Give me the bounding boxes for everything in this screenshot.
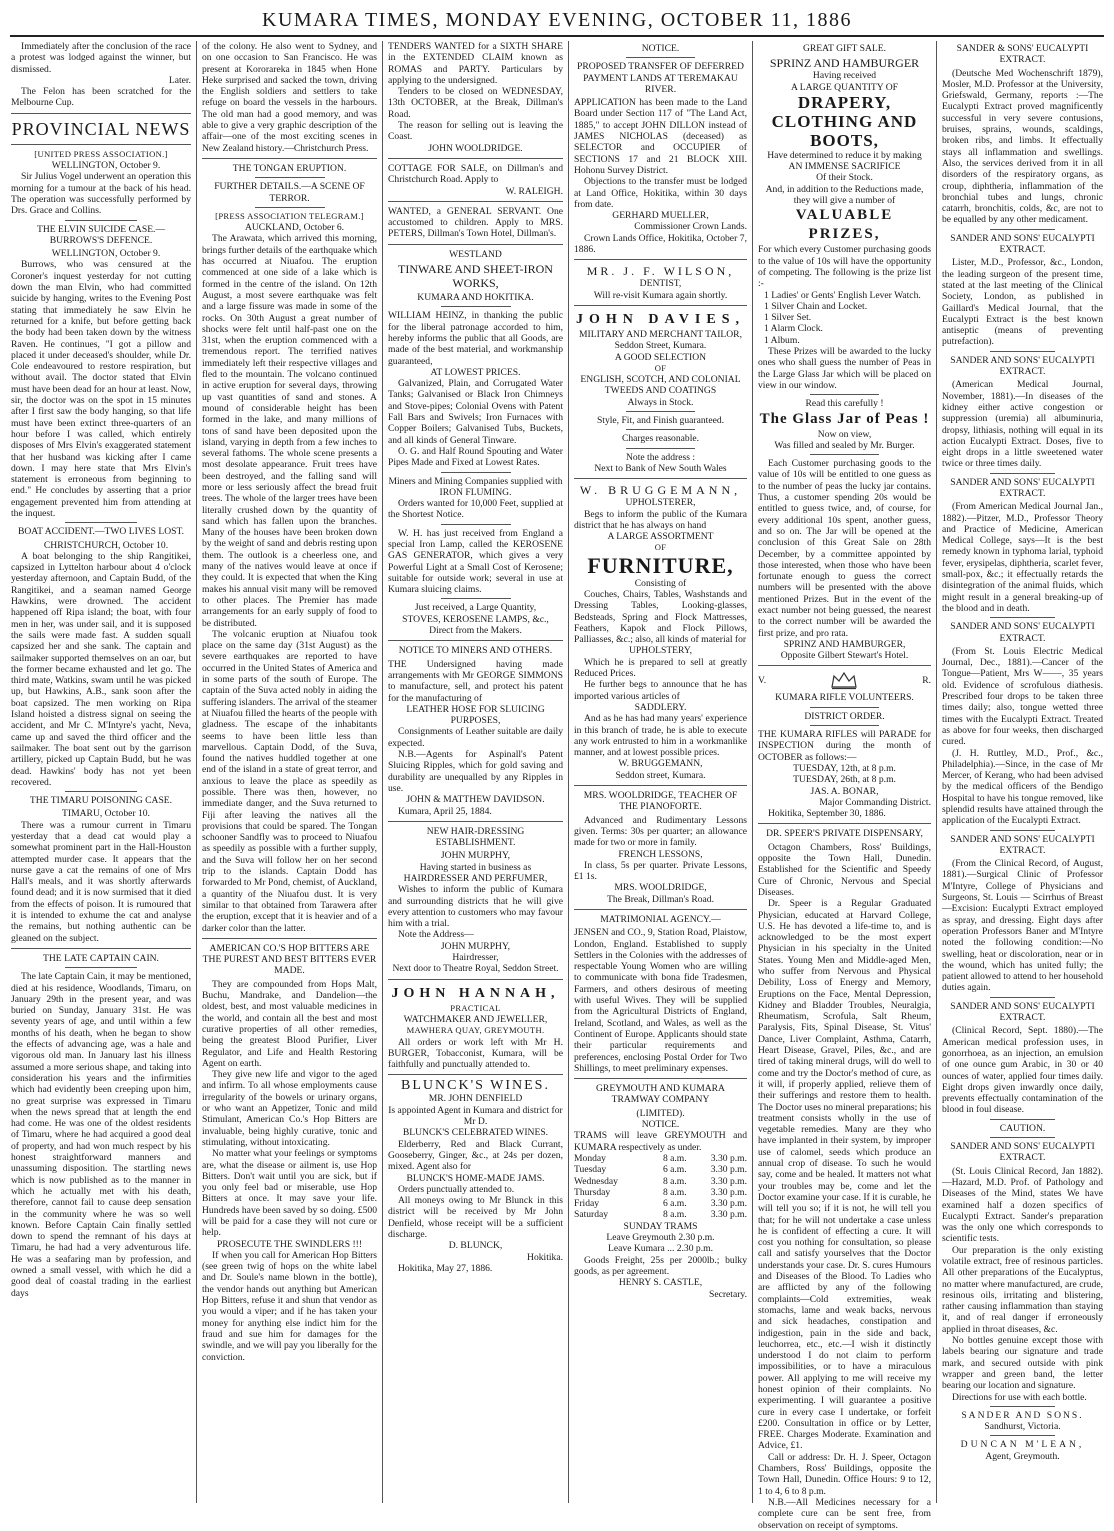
advert-text: They give new life and vigor to the aged and infirm. To all whose employments cause irregularity of the bowels or urinary organs, or who want an Appetizer, Tonic and mild Stimulant, American Co.'s Hop Bitters are invaluable, being highly curative, tonic and stimulating, without intoxicating. xyxy=(202,1069,377,1148)
advert-heading: GREAT GIFT SALE. xyxy=(802,43,887,54)
advert-heading: BLUNCK'S WINES. xyxy=(401,1078,550,1094)
advert-text: Next to Bank of New South Wales xyxy=(594,462,727,474)
royal-crest-row xyxy=(758,670,931,690)
divider xyxy=(441,306,511,307)
advert-heading: DISTRICT ORDER. xyxy=(804,710,885,722)
timetable-row xyxy=(574,1198,747,1209)
timetable-row xyxy=(574,1187,747,1198)
advert-signature: Seddon street, Kumara. xyxy=(615,769,706,781)
advert-text: Tenders to be closed on WEDNESDAY, 13th OCTOBER, at the Break, Dillman's Road. xyxy=(388,86,563,120)
testimonial-text: (Deutsche Med Wochenschrift 1879), Mosler, M.D. Professor at the University, Griefswald, Germany, reports :—The Eucalypti Extract proved magnificently successful in very severe contusions, bruises, sprains, wounds, scaldings, broken ribs, and limbs. It effectually stays all inflammation and swellings. Also, the services derived from it in all disorders of the respiratory organs, as croup, diphtheria, inflammation of the bronchial tubes and lungs, chronic catarrh, bronchitis, colds, &c, are not to be equalled by any other medicament. xyxy=(942,67,1103,226)
divider xyxy=(574,1078,747,1079)
testimonial-heading: SANDER AND SONS' EUCALYPTI EXTRACT. xyxy=(950,476,1095,499)
advert-heading: GREYMOUTH AND KUMARA TRAMWAY COMPANY xyxy=(596,1083,725,1106)
timetable-time: 3.30 p.m. xyxy=(710,1198,747,1210)
testimonial-text: (From American Medical Journal Jan., 1882).—Pitzer, M.D., Professor Theory and Practice of Medicine, American Medical College, says—It is the best remedy known in typhoma larial, typhoid fever, erysipelas, diphtheria, scarlet fever, small-pox, &c.; it effectually retards the disintegration of the animal fluids, which might result in a general breaking-up of the blood and in death. xyxy=(942,501,1103,614)
article-text: The Arawata, which arrived this morning, brings further details of the earthquake which has occurred at Niuafou. The eruption commenced at one side of a lake which is formed in the centre of the island. On 12th August, a most severe earthquake was felt and a large fissure was made in some of the rocks. On 30th August a great number of shocks were felt until half-past one on the 31st, when the eruption commenced with a tremendous report. The terrified natives immediately left their respective villages and fled to the mountain. The volcano continued in active eruption for several days, throwing up vast quantities of sand and stones. A mound of considerable height has been formed in the lake, and many millions of tons of sand have been deposited upon the island, varying in depth from a few inches to several fathoms. The whole scene presents a most desolate appearance. Fruit trees have been destroyed, and the falling sand will more or less seriously affect the bread fruit trees. The whole of the larger trees have been literally crushed down by the quantity of sand which has fallen upon the branches. Many of the houses have been broken down by the weight of sand and debris resting upon them. The outlook is a cheerless one, and many of the natives would leave at once if they could. It is expected that when the King makes his annual visit many will be removed to other places. The Premier has made arrangements for an early supply of food to be distributed. xyxy=(202,233,377,629)
advert-text: WATCHMAKER AND JEWELLER, xyxy=(403,1013,548,1025)
divider xyxy=(990,830,1054,831)
advert-date: Hokitika, May 27, 1886. xyxy=(398,1262,493,1274)
article-heading: THE TONGAN ERUPTION. xyxy=(232,162,347,174)
divider xyxy=(388,640,563,641)
testimonial-heading: SANDER AND SONS' EUCALYPTI EXTRACT. xyxy=(950,1000,1095,1024)
advert-signature: D. BLUNCK, xyxy=(448,1240,503,1252)
advert-heading: MATRIMONIAL AGENCY.— xyxy=(600,914,721,925)
advert-signature: Secretary. xyxy=(709,1288,747,1300)
advert-display-word: VALUABLE PRIZES, xyxy=(795,207,894,243)
divider xyxy=(758,823,931,824)
agency-label: [PRESS ASSOCIATION TELEGRAM.] xyxy=(215,210,364,221)
prize-item: 1 Ladies' or Gents' English Lever Watch. xyxy=(764,289,921,301)
divider xyxy=(11,948,191,949)
testimonial-text: (From St. Louis Electric Medical Journal, Dec., 1881).—Cancer of the Tongue—Patient, Mrs W——, 35 years old. Evidence of scrofulous diathesis. Prescribed four drops to be taken three times daily; also, tongue wetted three times with the Eucalypti Extract. Treated as above for four weeks, then discharged cured. xyxy=(942,645,1103,748)
advert-text: UPHOLSTERY, xyxy=(629,645,692,657)
advert-signature: SANDER AND SONS. xyxy=(961,1409,1084,1421)
advert-text: The reason for selling out is leaving the Coast. xyxy=(388,120,563,143)
advert-heading: SPRINZ AND HAMBURGER xyxy=(769,56,920,71)
advert-text: Leave Greymouth 2.30 p.m. xyxy=(606,1232,715,1244)
divider xyxy=(626,429,695,430)
notice-signature: GERHARD MUELLER, xyxy=(612,210,709,222)
advert-text: All moneys owing to Mr Blunck in this district will be received by Mr John Denfield, whose receipt will be a sufficient discharge. xyxy=(388,1195,563,1241)
timetable-row xyxy=(574,1153,747,1164)
advert-text: Note the address : xyxy=(625,451,695,463)
advert-signature: JOHN WOOLDRIDGE. xyxy=(428,142,523,154)
advert-signature: Hairdresser, xyxy=(452,952,499,964)
advert-text: Now on view, xyxy=(817,428,872,440)
advert-text: Have determined to reduce it by making xyxy=(767,149,922,161)
advert-signature: DUNCAN M'LEAN, xyxy=(960,1439,1085,1451)
advert-signature: Hokitika. xyxy=(527,1251,563,1263)
advert-text: STOVES, KEROSENE LAMPS, &c., xyxy=(402,613,549,625)
advert-text: Opposite Gilbert Stewart's Hotel. xyxy=(780,650,909,662)
advert-date: Kumara, April 25, 1884. xyxy=(398,805,492,817)
advert-signature: Agent, Greymouth. xyxy=(985,1450,1060,1462)
timetable-time: 3.30 p.m. xyxy=(710,1175,747,1187)
advert-date: Hokitika, September 30, 1886. xyxy=(768,808,886,820)
advert-text: Of their Stock. xyxy=(816,172,873,184)
divider xyxy=(65,220,137,221)
timetable-time: 8 a.m. xyxy=(662,1152,687,1164)
advert-text: Couches, Chairs, Tables, Washstands and Dressing Tables, Looking-glasses, Bedsteads, Spring and Flock Mattresses, Feathers, Kapok and Flock Pillows, Palliasses, &c.; also, all kinds of material for xyxy=(574,588,747,646)
advert-heading: KUMARA RIFLE VOLUNTEERS. xyxy=(775,692,914,704)
advert-text: TRAMS will leave GREYMOUTH and KUMARA respectively as under. xyxy=(574,1130,747,1153)
timetable-row xyxy=(574,1209,747,1220)
advert-text: THE Undersigned having made arrangements with Mr GEORGE SIMMONS to manufacture, sell, and protect his patent for the manufacturing of xyxy=(388,658,563,704)
advert-heading: NOTICE TO MINERS AND OTHERS. xyxy=(398,645,553,657)
divider xyxy=(574,305,747,306)
article-text: of the colony. He also went to Sydney, and on one occasion to San Francisco. He was present at Kororareka in 1845 when Hone Heke surprised and sacked the town, driving the English soldiers and settlers to take refuge on board the vessels in the harbours. The old man had a good memory, and was able to give a very graphic description of the affair—one of the most exciting scenes in New Zealand history.—Christchurch Press. xyxy=(202,41,377,154)
later-label: Later. xyxy=(168,74,191,86)
advert-text: A LARGE ASSORTMENT xyxy=(607,531,714,543)
divider xyxy=(990,229,1054,230)
timetable-day: Friday xyxy=(574,1198,600,1210)
advert-heading: JOHN DAVIES, xyxy=(576,311,745,327)
tram-timetable xyxy=(574,1153,747,1221)
timetable-day: Saturday xyxy=(574,1209,609,1221)
prize-list xyxy=(758,290,931,346)
testimonial-text: (J. H. Ruttley, M.D., Prof., &c., Philadelphia).—Since, in the case of Mr Mercer, of Kerang, who had been advised by the medical officers of the Bendigo Hospital to have his tongue removed, like splendid results have attained through the application of the Eucalypti Extract. xyxy=(942,747,1103,827)
advert-signature: MRS. WOOLDRIDGE, xyxy=(614,882,707,894)
article-heading: THE LATE CAPTAIN CAIN. xyxy=(43,952,159,964)
advert-text: AT LOWEST PRICES. xyxy=(430,366,521,378)
divider xyxy=(255,207,325,208)
notice-text: APPLICATION has been made to the Land Board under Section 117 of "The Land Act, 1885," to accept JOHN DILLON instead of JAMES NICHOLAS (deceased) as SELECTOR and OCCUPIER of SECTIONS 17 and 21 BLOCK XIII. Hohonu Survey District. xyxy=(574,97,747,176)
timetable-day: Monday xyxy=(574,1152,606,1164)
advert-text: Having started in business as xyxy=(419,861,532,873)
dateline: WELLINGTON, October 9. xyxy=(51,160,161,172)
advert-text: Read this carefully ! xyxy=(805,398,884,410)
advert-signature: SPRINZ AND HAMBURGER, xyxy=(783,638,906,650)
advert-text: Galvanized, Plain, and Corrugated Water Tanks; Galvanised or Black Iron Chimneys and Stove-pipes; Colonial Ovens with Patent Fall Bars and Swivels; Iron Furnaces with Copper Boilers; Galvanised Tubs, Buckets, and all kinds of General Tinware. xyxy=(388,378,563,446)
prize-item: 1 Album. xyxy=(764,334,800,346)
advert-text: No matter what your feelings or symptoms are, what the disease or ailment is, use Hop Bitters. Don't wait until you are sick, but if you only feel bad or miserable, use Hop Bitters at once. It may save your life. Hundreds have been saved by so doing. £500 will be paid for a case they will not cure or help. xyxy=(202,1148,377,1239)
advert-heading: NEW HAIR-DRESSING ESTABLISHMENT. xyxy=(426,825,525,849)
article-heading: BOAT ACCIDENT.—TWO LIVES LOST. xyxy=(17,526,184,538)
testimonial-text: (American Medical Journal, November, 1881).—In diseases of the kidney either active congestion or suppression (uremia) all albuminuria, dropsy, lithiasis, nothing will equal in its action Eucalypti Extract. Doses, five to eight drops in a little sweetened water twice or three times daily. xyxy=(942,379,1103,470)
timetable-time: 3.30 p.m. xyxy=(710,1152,747,1164)
timetable-day: Tuesday xyxy=(574,1164,607,1176)
divider xyxy=(574,909,747,910)
advert-heading: DR. SPEER'S PRIVATE DISPENSARY, xyxy=(766,828,923,840)
testimonial-heading: SANDER AND SONS' EUCALYPTI EXTRACT. xyxy=(950,833,1095,856)
advert-heading: W. BRUGGEMANN, xyxy=(579,483,742,498)
advert-text: These Prizes will be awarded to the lucky ones who shall guess the number of Peas in the Large Glass Jar which will be placed on view in our window. xyxy=(758,346,931,391)
article-text: The volcanic eruption at Niuafou took place on the same day (31st August) as the severe earthquakes are reported to have occurred in the United States of America and in some parts of the south of Europe. The captain of the Suva acted nobly in aiding the suffering islanders. The arrival of the steamer at Niuafou filled the hearts of the people with gladness. The escape of the inhabitants seems to have been little less than marvellous. Captain Dodd, of the Suva, found the natives huddled together at one end of the island in a state of great terror, and anxious to leave the place as speedily as possible. There was then, however, no immediate danger, and the Suva returned to Fiji after leaving the natives all the provisions that could be spared. The Tongan schooner Sandfly was to proceed to Niuafou as speedily as possible with a further supply, and the Suva will follow her on her second trip to the islands. Captain Dodd has forwarded to Mr Pond, chemist, of Auckland, a quantity of the Niuafou dust. It is very similar to that obtained from Tarawera after the eruption, except that it is heavier and of a darker color than the latter. xyxy=(202,628,377,934)
advert-text: TUESDAY, 12th, at 8 p.m. xyxy=(793,762,896,774)
timetable-time: 8 a.m. xyxy=(662,1186,687,1198)
notice-date: Crown Lands Office, Hokitika, October 7, 1886. xyxy=(574,232,747,256)
testimonial-text: (Clinical Record, Sept. 1880).—The American medical profession uses, in gonorrhoea, as an injection, an emulsion of one ounce gum Arabic, in 30 or 40 ounces of water, applied four times daily. Eight drops given inwardly once daily, prevents effectually contamination of the blood in foul disease. xyxy=(942,1025,1103,1116)
divider xyxy=(810,454,879,455)
advert-text: Is appointed Agent in Kumara and district for Mr D. xyxy=(388,1104,563,1128)
advert-text: Was filled and sealed by Mr. Burger. xyxy=(774,439,915,451)
advert-text: OF xyxy=(654,542,667,553)
divider xyxy=(441,524,511,525)
dateline: TIMARU, October 10. xyxy=(62,808,150,820)
advert-text: N.B.—Agents for Aspinall's Patent Sluicing Ripples, which for gold saving and durability are unequalled by any Ripples in use. xyxy=(388,749,563,794)
article-text: A boat belonging to the ship Rangitikei, capsized in Lyttelton harbour about 4 o'clock yesterday afternoon, and Captain Budd, of the Rangitikei, and a seaman named George Hawkins, were drowned. The accident happened off Ripa island; the boat, with four men in her, was under sail, and it is supposed the sails were made fast. A sudden squall capsized her and she sank. The captain and sailmaker supported themselves on an oar, but the former became exhausted and let go. The third mate, Watkins, swam until he was picked up, but Hawkins, A.B., sank soon after the boat capsized. The men working on Ripa Island hoisted a distress signal on seeing the accident, and Mr C. M'Intyre's yacht, Neva, came up and saved the third officer and the sailmaker. The boat sent out by the garrison artillery, picked up Captain Budd, but he was dead. Hawkins' body has not yet been recovered. xyxy=(11,550,191,788)
timetable-row xyxy=(574,1164,747,1175)
testimonial-list xyxy=(942,68,1103,1403)
article-subheading: FURTHER DETAILS.—A SCENE OF TERROR. xyxy=(214,181,365,204)
advert-signature: W. RALEIGH. xyxy=(505,185,563,197)
article-heading: THE ELVIN SUICIDE CASE.—BURROWS'S DEFENCE. xyxy=(36,223,166,246)
testimonial-text: No bottles genuine except those with labels bearing our signature and trade mark, and secured outside with pink wrapper and green band, the letter bearing our location and signature. xyxy=(942,1335,1103,1392)
timetable-time: 8 a.m. xyxy=(662,1209,687,1221)
divider xyxy=(11,144,191,145)
advert-text: N.B.—All Medicines necessary for a complete cure can be sent free, from observation on receipt of symptoms. xyxy=(758,1496,931,1531)
timetable-time: 3.30 p.m. xyxy=(710,1186,747,1198)
divider xyxy=(990,997,1054,998)
testimonial-text: Lister, M.D., Professor, &c., London, the leading surgeon of the present time, stated at the last meeting of the Clinical Society, London, as published in Gaillard's Medical Journal, that the Eucalypti Extract is the best known antiseptic (means of preventing putrefaction). xyxy=(942,257,1103,348)
article-text: There was a rumour current in Timaru yesterday that a dead cat would play a somewhat prominent part in the Hall-Houston attempted murder case. It appears that the nurse gave a cat the remains of one of Mrs Hall's meals, and it was shortly afterwards found dead; and it is now surmised that it died from the effects of poison. It is rumoured that it is intended to exhume the cat and analyse the remains, but nothing authentic can be gleaned on the subject. xyxy=(11,819,191,944)
advert-signature: The Break, Dillman's Road. xyxy=(607,893,714,905)
columns xyxy=(6,41,1108,1531)
advert-text: TUESDAY, 26th, at 8 p.m. xyxy=(793,774,896,786)
advert-signature: JOHN & MATTHEW DAVIDSON. xyxy=(406,794,545,806)
advert-text: And as he has had many years' experience in this branch of trade, he is able to execute any work entrusted to him in a workmanlike manner, and at lowest possible prices. xyxy=(574,713,747,759)
divider xyxy=(388,158,563,159)
testimonial-heading: CAUTION. xyxy=(999,1122,1046,1134)
advert-text: Which he is prepared to sell at greatly Reduced Prices. xyxy=(574,656,747,680)
testimonial-heading: SANDER AND SONS' EUCALYPTI EXTRACT. xyxy=(950,1141,1095,1164)
divider xyxy=(202,158,377,159)
advert-text: ENGLISH, SCOTCH, AND COLONIAL TWEEDS AND COATINGS xyxy=(580,374,741,397)
advert-signature: Major Commanding District. xyxy=(819,796,931,808)
divider xyxy=(388,821,563,822)
timetable-time: 6 a.m. xyxy=(662,1164,687,1176)
timetable-time: 3.30 p.m. xyxy=(710,1209,747,1221)
divider xyxy=(990,351,1054,352)
divider xyxy=(441,598,511,599)
divider xyxy=(990,473,1054,474)
divider xyxy=(255,177,325,178)
divider xyxy=(441,472,511,473)
testimonial-heading: SANDER AND SONS' EUCALYPTI EXTRACT. xyxy=(950,354,1095,378)
advert-text: Will re-visit Kumara again shortly. xyxy=(593,289,728,301)
masthead: KUMARA TIMES, MONDAY EVENING, OCTOBER 11, 1886 xyxy=(10,8,1104,37)
divider xyxy=(990,1406,1054,1407)
prize-item: 1 Silver Chain and Locket. xyxy=(764,300,868,312)
article-text: Burrows, who was censured at the Coroner's inquest yesterday for not cutting down the man Elvin, who had committed suicide by hanging, writes to the Evening Post stating that immediately he saw Elvin he returned for a knife, but before getting back the body had been taken down by the witness Raven. He continues, "I got a pillow and placed it under deceased's shoulder, while Dr. Cole endeavoured to restore respiration, but without avail. The doctor stated that Elvin must have been dead for an hour at least. Now, sir, the doctor was on the spot in 15 minutes after I first saw the body hanging, so that life must have been extinct three-quarters of an hour before I was called, which entirely disposes of Mrs Elvin's exaggerated statement that her husband was kicking after I came down. I may here state that Mrs Elvin's statement is erroneous from beginning to end." He concludes by asserting that a prior engagement prevented him from attending at the inquest. xyxy=(11,259,191,519)
prize-item: 1 Silver Set. xyxy=(764,312,812,324)
advert-text: A GOOD SELECTION xyxy=(614,351,707,363)
advert-heading: KUMARA AND HOKITIKA. xyxy=(417,292,534,304)
article-heading: THE TIMARU POISONING CASE. xyxy=(29,795,173,807)
column-6 xyxy=(936,41,1108,1503)
divider xyxy=(574,785,747,786)
advert-text: Orders punctually attended to. xyxy=(398,1183,515,1195)
divider xyxy=(65,791,137,792)
divider xyxy=(810,394,879,395)
advert-text: HAIRDRESSER AND PERFUMER, xyxy=(403,873,548,884)
advert-text: Charges reasonable. xyxy=(621,433,700,445)
advert-text: Goods Freight, 25s per 2000lb.; bulky goods, as per agreement. xyxy=(574,1254,747,1277)
dateline: AUCKLAND, October 6. xyxy=(244,222,345,234)
advert-text: Always in Stock. xyxy=(627,396,694,408)
divider xyxy=(626,57,695,58)
advert-text: BLUNCK'S CELEBRATED WINES. xyxy=(402,1127,549,1139)
advert-text: Just received, a Large Quantity, xyxy=(414,602,537,614)
divider xyxy=(990,1137,1054,1138)
prize-item: 1 Alarm Clock. xyxy=(764,323,823,335)
advert-signature: W. BRUGGEMANN, xyxy=(618,758,703,770)
timetable-row xyxy=(574,1176,747,1187)
article-text: The late Captain Cain, it may be mentioned, died at his residence, Woodlands, Timaru, on January 29th in the present year, and was buried on Sunday, January 31st. He was seventy years of age, and until within a few months of his death, when he began to show the effects of advancing age, was a hale and vigorous old man. In January last his illness assumed a more serious shape, and taking into consideration his years and the infirmities which had evidently been creeping upon him, no great surprise was expressed in Timaru when the news spread that at length the end had come. He was one of the oldest residents of Timaru, where he had acquired a good deal of property, and had won much respect by his honest straightforward manners and unassuming disposition. The startling news which is now published as to the manner in which he actually met with his death, therefore, cannot fail to cause deep sensation in the community where he was so well known. Before Captain Cain finally settled down to spend the remnant of his days at Timaru, he had had a very adventurous life. He was a seafaring man by profession, and owned a small vessel, with which he did a good deal of coastal trading in the earliest days xyxy=(11,971,191,1299)
advert-display-word: The Glass Jar of Peas ! xyxy=(759,410,930,427)
advert-text: WANTED, a GENERAL SERVANT. One accustomed to children. Apply to MRS. PETERS, Dillman's Town Hotel, Dillman's. xyxy=(388,205,563,240)
divider xyxy=(388,244,563,245)
notice-heading: NOTICE. xyxy=(641,43,680,54)
article-text: Immediately after the conclusion of the race a protest was lodged against the winner, but dismissed. xyxy=(11,41,191,75)
advert-text: All orders or work left with Mr H. BURGER, Tobacconist, Kumara, will be faithfully and punctually attended to. xyxy=(388,1036,563,1071)
divider xyxy=(388,1074,563,1075)
divider xyxy=(626,448,695,449)
advert-text: Consignments of Leather suitable are daily expected. xyxy=(388,726,563,749)
advert-text: They are compounded from Hops Malt, Buchu, Mandrake, and Dandelion—the oldest, best, and most valuable medicines in the world, and contain all the best and most curative properties of all other remedies, being the greatest Blood Purifier, Liver Regulator, and Life and Health Restoring Agent on earth. xyxy=(202,978,377,1069)
advert-text: OF xyxy=(654,362,667,373)
agency-label: [UNITED PRESS ASSOCIATION.] xyxy=(34,148,168,159)
column-2 xyxy=(196,41,382,1503)
advert-heading: MR. J. F. WILSON, xyxy=(586,264,735,279)
advert-text: PRACTICAL xyxy=(450,1002,501,1013)
testimonial-text: (St. Louis Clinical Record, Jan 1882).—Hazard, M.D. Prof. of Pathology and Diseases of the Mind, states We have examined half a dozen specifics of Eucalypti Extract. Sander's preparation was the only one which corresponds to scientific tests. xyxy=(942,1165,1103,1245)
timetable-day: Wednesday xyxy=(574,1175,618,1187)
advert-text: Style, Fit, and Finish guaranteed. xyxy=(596,415,725,427)
dateline: CHRISTCHURCH, October 10. xyxy=(43,539,169,551)
advert-text: Direct from the Makers. xyxy=(429,625,522,637)
advert-text: MR. JOHN DENFIELD xyxy=(428,1093,523,1105)
column-1 xyxy=(6,41,196,1503)
testimonial-text: Our preparation is the only existing volatile extract, free of resinous particles. All other preparations of the Eucalyptus, no matter where manufactured, are crude, resinous oils, irritating and blistering, rather causing inflammation than staying it, and of real danger if erroneously applied in throat diseases, &c. xyxy=(942,1244,1103,1335)
advert-text: DENTIST, xyxy=(639,278,682,290)
advert-text: MILITARY AND MERCHANT TAILOR, xyxy=(579,328,742,340)
advert-text: JENSEN and CO., 9, Station Road, Plaistow, London, England. Established to supply Settlers in the Colonies with the addresses of respectable Young Women who are willing to communicate with bona fide Tradesmen, Farmers, and others desirous of meeting with useful Wives. They will be supplied from the Agricultural Districts of England, Ireland, Scotland, and Wales, as well as the Continent of Europe. Applicants should state their particular requirements and preferences, enclosing Postal Order for Two Shillings, to meet preliminary expenses. xyxy=(574,927,747,1074)
advert-text: BLUNCK'S HOME-MADE JAMS. xyxy=(406,1172,545,1184)
divider xyxy=(574,259,747,260)
divider xyxy=(388,201,563,202)
advert-text: (LIMITED). xyxy=(636,1107,685,1119)
advert-text: Advanced and Rudimentary Lessons given. Terms: 30s per quarter; an allowance made for two or more in family. xyxy=(574,814,747,849)
crest-letter-v: V. xyxy=(758,674,767,686)
divider xyxy=(65,522,137,523)
divider xyxy=(626,411,695,412)
advert-text: O. G. and Half Round Spouting and Water Pipes Made and Fixed at Lowest Rates. xyxy=(388,445,563,469)
advert-text: Begs to inform the public of the Kumara district that he has always on hand xyxy=(574,508,747,531)
advert-text: Note the Address— xyxy=(398,929,474,941)
advert-text: Having received xyxy=(812,70,877,82)
advert-text: He further begs to announce that he has imported various articles of xyxy=(574,679,747,702)
divider xyxy=(388,979,563,980)
testimonial-text: (From the Clinical Record, of August, 1881).—Surgical Clinic of Professor M'Intyre, College of Physicians and Surgeons, St. Louis — Scirrhus of Breast—Excision: Eucalypti Extract employed as spray, and dressing. Eight days after operation Professors Baner and M'Intyre noted the following condition:—No swelling, heat or discoloration, near or in the wound, which has united fully; the patient allowed to attend to her household duties again. xyxy=(942,858,1103,994)
advert-text: Wishes to inform the public of Kumara and surrounding districts that he will give every attention to customers who may favour him with a trial. xyxy=(388,884,563,930)
divider xyxy=(202,938,377,939)
advert-text: Dr. Speer is a Regular Graduated Physician, educated at Harvard College, U.S. He has devoted a life-time to, and is acknowledged to be the most expert Physician in his specialty in the United States. Young Men and Middle-aged Men, who suffer from Nervous and Physical Debility, Loss of Energy and Memory, Eruptions on the Face, Mental Depression, Kidney and Bladder Troubles, Neuralgia, Rheumatism, Scrofula, Salt Rheum, Paralysis, Fits, Spinal Disease, St. Vitus' Dance, Liver Complaint, Asthma, Catarrh, Heart Disease, Gravel, Piles, &c., and are tired of taking mineral drugs, will do well to come and try the Doctor's method of cure, as it will, if properly applied, relieve them of their sufferings and restore them to health. The Doctor uses no mineral preparations; his treatment consists wholly in the use of vegetable remedies. Many are they who have implanted in their system, by improper use of calomel, seeds which produce an annual crop of disease. To such he would say, come and be healed. It matters not what your troubles may be, come and let the Doctor examine your case. If it is curable, he will tell you so; if it is not, he will tell you that; for he will not undertake a case unless he is confident of effecting a cure. It will cost you nothing for consultation, so please call and satisfy yourselves that the Doctor understands your case. Dr. S. cures Humours and Diseases of the Blood. To Ladies who are afflicted by any of the following complaints—Cold extremities, weak stomachs, lame and weak backs, nervous and sick headaches, constipation and indigestion, pain in the side and back, leuchorrea, etc., etc.—I wish it distinctly understood I do not claim to perform impossibilities, or to have a miraculous power. All applying to me will receive my honest opinion of their complaints. No experimenting. I will guarantee a positive cure in every case I undertake, or forfeit £200. Consultation in office or by Letter, FREE. Charges Moderate. Examination and Advice, £1. xyxy=(758,898,931,1452)
divider xyxy=(65,967,137,968)
testimonial-text: Directions for use with each bottle. xyxy=(952,1391,1087,1403)
timetable-day: Thursday xyxy=(574,1186,611,1198)
divider xyxy=(990,1435,1054,1436)
advert-text: TENDERS WANTED for a SIXTH SHARE in the EXTENDED CLAIM known as ROMAS and PARTY. Particulars by applying to the undersigned. xyxy=(388,41,563,86)
advert-signature: JAS. A. BONAR, xyxy=(810,785,879,797)
advert-display-word: FURNITURE, xyxy=(587,552,734,578)
advert-text: Consisting of xyxy=(634,577,687,589)
advert-text: Each Customer purchasing goods to the value of 10s will be entitled to one guess as to the number of peas the lucky jar contains. Thus, a customer spending 20s would be entitled to guess twice, and, of course, for every additional 10s spent, another guess, and so on. The Jar will be opened at the conclusion of this Great Sale on 28th December, by a committee appointed by those interested, when those who have been fortunate enough to guess the correct numbers will be presented with the above mentioned Prizes. But in the event of the exact number not being guessed, the nearest to the correct number will be awarded the first prize, and pro rata. xyxy=(758,458,931,639)
notice-text: Objections to the transfer must be lodged at Land Office, Hokitika, within 30 days from date. xyxy=(574,176,747,210)
advert-text: SUNDAY TRAMS xyxy=(623,1220,698,1232)
notice-heading: PROPOSED TRANSFER OF DEFERRED PAYMENT LANDS AT TEREMAKAU RIVER. xyxy=(577,61,744,95)
notice-signature: Commissioner Crown Lands. xyxy=(634,221,747,233)
divider xyxy=(990,1119,1054,1120)
divider xyxy=(990,617,1054,618)
advert-text: COTTAGE FOR SALE, on Dillman's and Christchurch Road. Apply to xyxy=(388,162,563,186)
section-heading: PROVINCIAL NEWS xyxy=(11,118,191,139)
timetable-time: 3.30 p.m. xyxy=(710,1164,747,1176)
divider xyxy=(810,707,879,708)
advert-text: And, in addition to the Reductions made, they will give a number of xyxy=(765,183,924,207)
advert-text: Miners and Mining Companies supplied with xyxy=(388,475,563,487)
divider xyxy=(758,665,931,666)
advert-text: MAWHERA QUAY, GREYMOUTH. xyxy=(406,1025,545,1036)
advert-text: Call or address: Dr. H. J. Speer, Octagon Chambers, Ross' Buildings, opposite the Town Hall, Dunedin. Office Hours: 9 to 12, 1 to 4, 6 to 8 p.m. xyxy=(758,1451,931,1497)
testimonial-heading: SANDER AND SONS' EUCALYPTI EXTRACT. xyxy=(950,621,1095,644)
advert-text: Orders wanted for 10,000 Feet, supplied at the Shortest Notice. xyxy=(388,498,563,521)
advert-text: NOTICE. xyxy=(641,1119,680,1131)
timetable-time: 8 a.m. xyxy=(662,1175,687,1187)
advert-text: In class, 5s per quarter. Private Lessons, £1 1s. xyxy=(574,859,747,883)
article-text: The Felon has been scratched for the Melbourne Cup. xyxy=(11,86,191,109)
column-3 xyxy=(382,41,568,1503)
advert-signature: JOHN MURPHY, xyxy=(440,940,511,952)
divider xyxy=(11,113,191,114)
divider xyxy=(810,725,879,726)
article-text: Sir Julius Vogel underwent an operation this morning for a tumour at the back of his head. The operation was successfully performed by Drs. Grace and Collins. xyxy=(11,171,191,217)
advert-text: LEATHER HOSE FOR SLUICING PURPOSES, xyxy=(406,703,545,727)
crown-icon xyxy=(829,670,859,690)
testimonial-heading: SANDER AND SONS' EUCALYPTI EXTRACT. xyxy=(950,232,1095,256)
advert-heading: AMERICAN CO.'S HOP BITTERS ARE THE PUREST AND BEST BITTERS EVER MADE. xyxy=(202,942,377,977)
advert-signature: Sandhurst, Victoria. xyxy=(984,1421,1061,1433)
advert-text: AN IMMENSE SACRIFICE xyxy=(788,161,901,173)
advert-text: If when you call for American Hop Bitters (see green twig of hops on the white label and Dr. Soule's name blown in the bottle), the vendor hands out anything but American Hop Bitters, refuse it and shun that vendor as you would a viper; and if he has taken your money for anything else indict him for the fraud and sue him for damages for the swindle, and we will pay you liberally for the conviction. xyxy=(202,1249,377,1363)
advert-text: UPHOLSTERER, xyxy=(625,497,696,509)
advert-text: Leave Kumara ... 2.30 p.m. xyxy=(608,1243,713,1255)
advert-text: SADDLERY. xyxy=(634,701,687,713)
dateline: WELLINGTON, October 9. xyxy=(51,248,161,260)
advert-text: W. H. has just received from England a special Iron Lamp, called the KEROSENE GAS GENERATOR, which gives a very Powerful Light at a Small Cost of Kerosene; suitable for outside work; several in use at Kumara sluicing claims. xyxy=(388,527,563,596)
crest-letter-r: R. xyxy=(922,674,931,686)
advert-signature: HENRY S. CASTLE, xyxy=(618,1277,703,1289)
advert-text: FRENCH LESSONS, xyxy=(618,848,703,860)
advert-caution: PROSECUTE THE SWINDLERS !!! xyxy=(216,1238,363,1250)
advert-text: IRON FLUMING. xyxy=(439,486,512,498)
advert-heading: WESTLAND xyxy=(449,248,502,260)
advert-text: JOHN MURPHY, xyxy=(440,850,511,862)
advert-heading: SANDER & SONS' EUCALYPTI EXTRACT. xyxy=(956,43,1089,66)
timetable-time: 6 a.m. xyxy=(662,1198,687,1210)
advert-text: For which every Customer purchasing goods to the value of 10s will have the opportunity of competing. The following is the prize list :- xyxy=(758,244,931,290)
advert-text: Elderberry, Red and Black Currant, Gooseberry, Ginger, &c., at 24s per dozen, mixed. Agent also for xyxy=(388,1138,563,1173)
advert-heading: JOHN HANNAH, xyxy=(391,985,560,1001)
divider xyxy=(574,478,747,479)
advert-text: Seddon Street, Kumara. xyxy=(614,340,707,352)
advert-heading: MRS. WOOLDRIDGE, TEACHER OF THE PIANOFORTE. xyxy=(583,790,738,813)
advert-text: WILLIAM HEINZ, in thanking the public for the liberal patronage accorded to him, hereby informs the public that all Goods, are made of the best material, and workmanship guaranteed, xyxy=(388,310,563,367)
column-5 xyxy=(752,41,936,1531)
advert-text: THE KUMARA RIFLES will PARADE for INSPECTION during the month of OCTOBER as follows:— xyxy=(758,729,931,763)
column-4 xyxy=(568,41,752,1503)
advert-heading: TINWARE AND SHEET-IRON WORKS, xyxy=(398,262,553,291)
advert-text: Next door to Theatre Royal, Seddon Street. xyxy=(392,963,559,975)
advert-text: Octagon Chambers, Ross' Buildings, opposite the Town Hall, Dunedin. Established for the Scientific and Speedy Cure of Chronic, Nervous and Special Diseases. xyxy=(758,841,931,898)
advert-display-word: DRAPERY, CLOTHING AND BOOTS, xyxy=(771,92,918,150)
advert-text: A LARGE QUANTITY OF xyxy=(790,81,899,93)
